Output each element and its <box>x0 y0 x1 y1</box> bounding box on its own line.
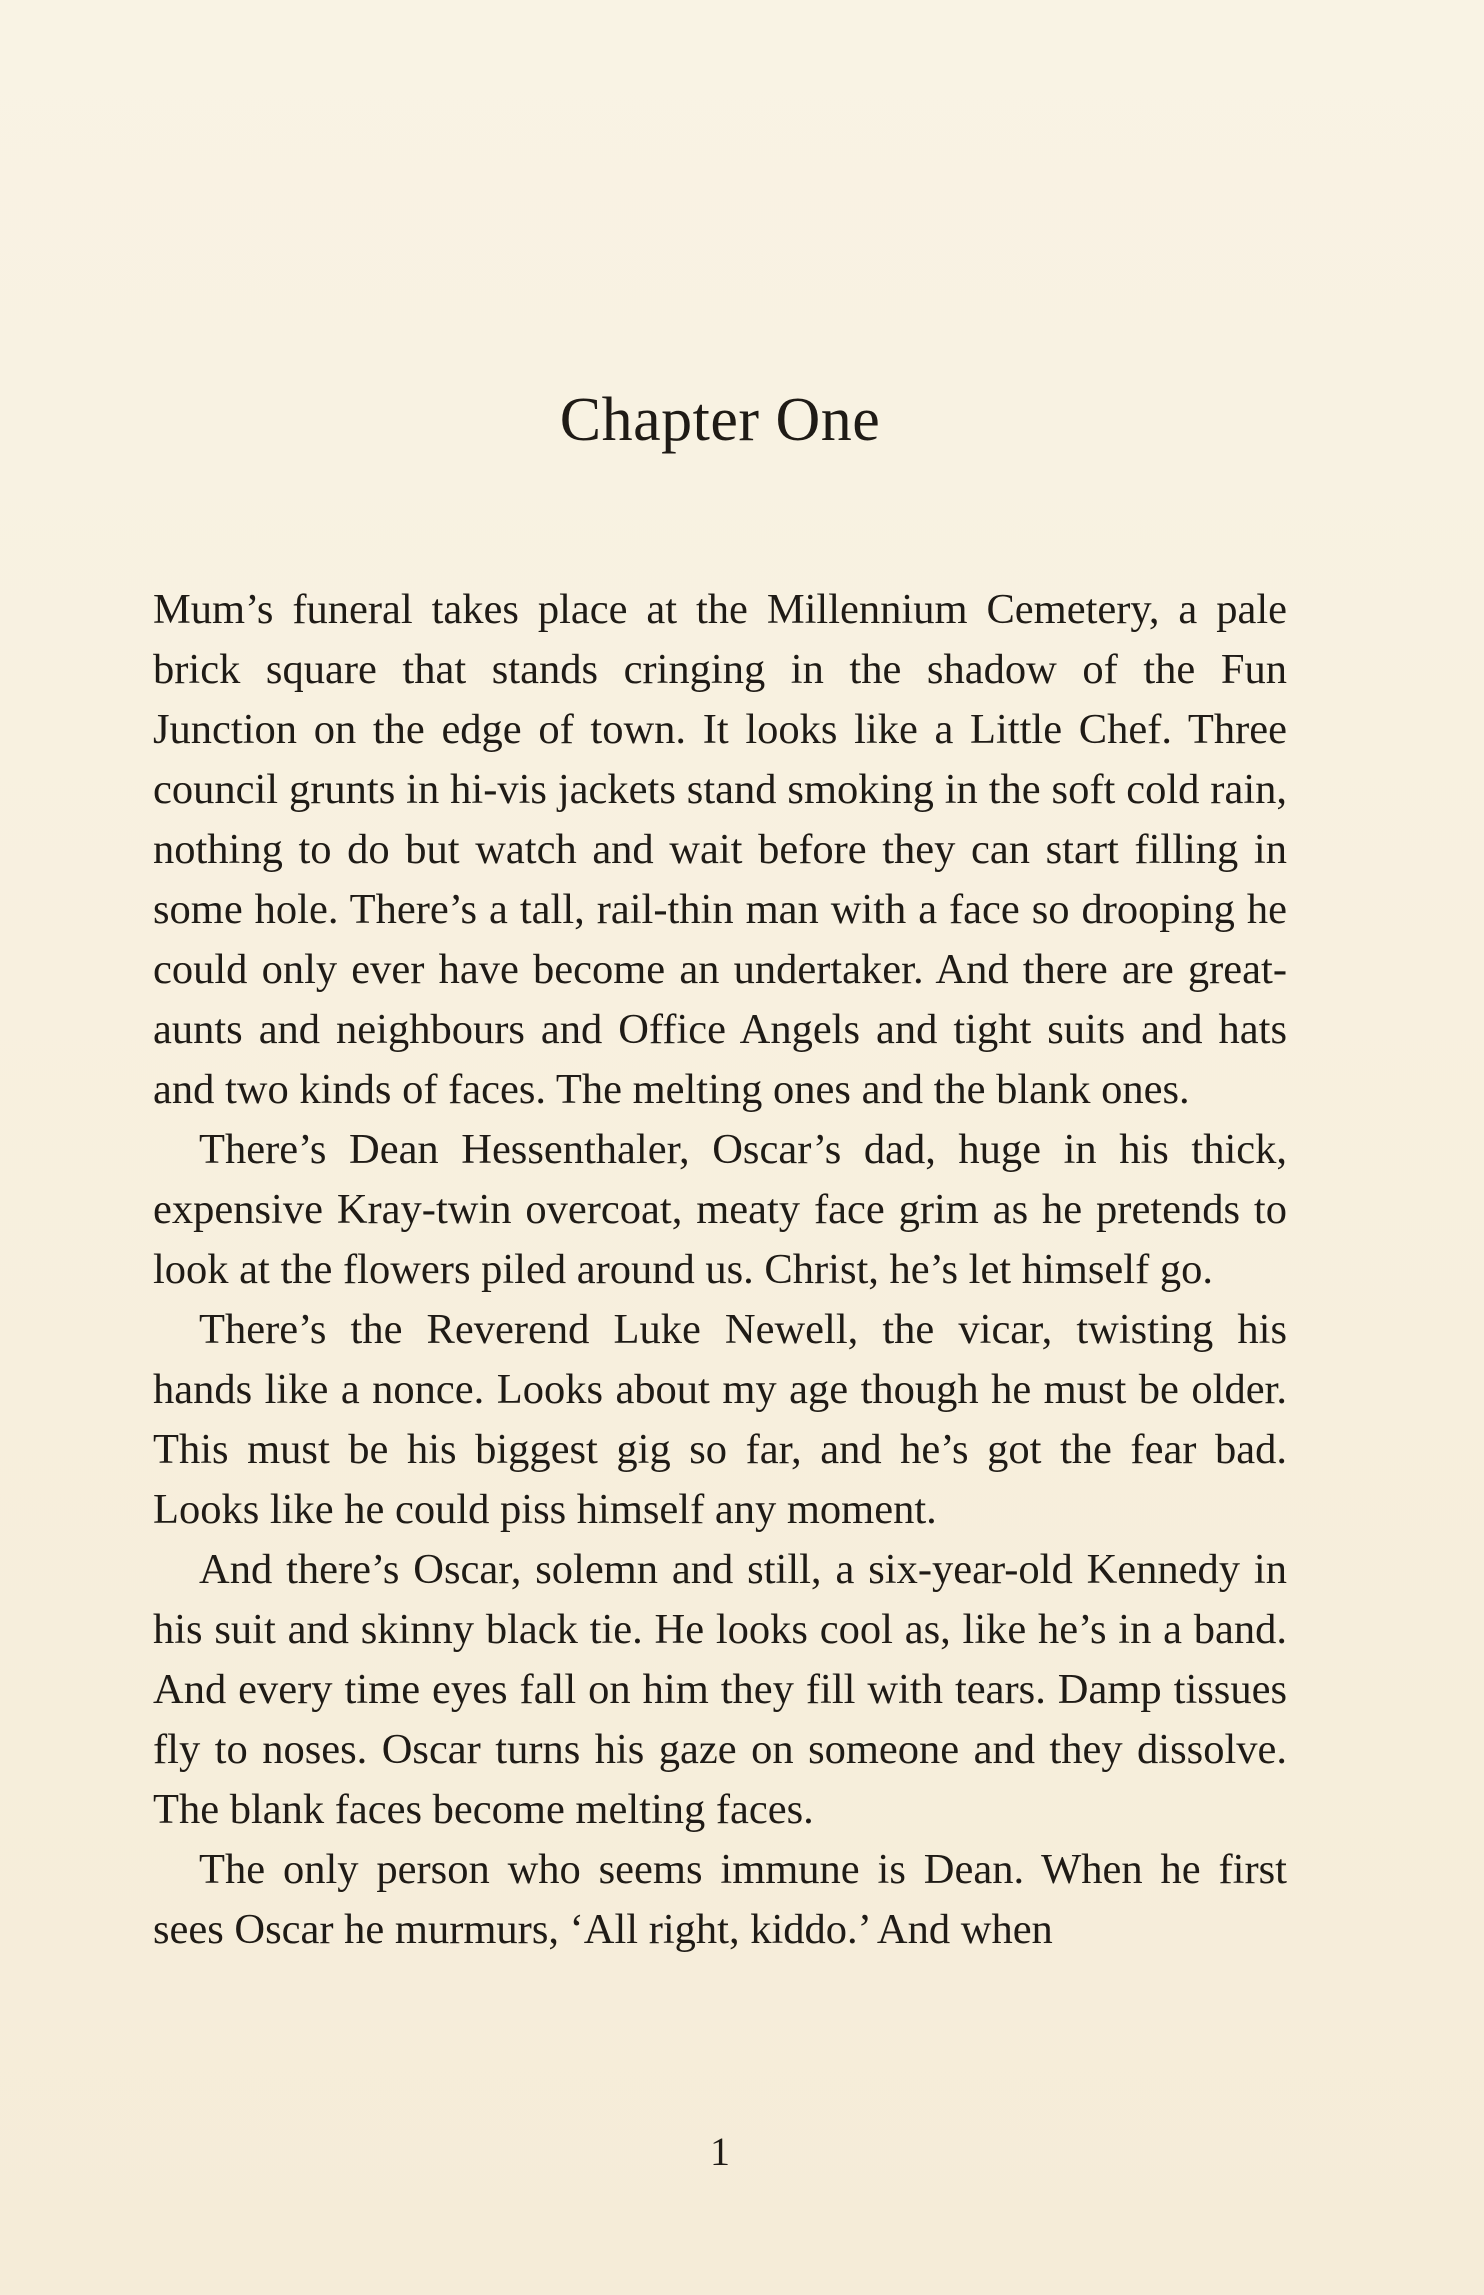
paragraph: There’s Dean Hessenthaler, Oscar’s dad, huge in his thick, expensive Kray-twin overcoat, meaty face grim as he pretends to look at the flowers piled around us. Christ, he’s let himself go. <box>153 1126 1287 1293</box>
paragraph: The only person who seems immune is Dean. When he first sees Oscar he murmurs, ‘All right, kiddo.’ And when <box>153 1846 1287 1953</box>
chapter-body <box>153 580 1287 1960</box>
paragraph: Mum’s funeral takes place at the Millennium Cemetery, a pale brick square that stands cringing in the shadow of the Fun Junction on the edge of town. It looks like a Little Chef. Three council grunts in hi-vis jackets stand smoking in the soft cold rain, nothing to do but watch and wait before they can start filling in some hole. There’s a tall, rail-thin man with a face so drooping he could only ever have become an undertaker. And there are great-aunts and neighbours and Office Angels and tight suits and hats and two kinds of faces. The melting ones and the blank ones. <box>153 586 1287 1113</box>
chapter-title: Chapter One <box>559 386 881 454</box>
page-number: 1 <box>710 2129 730 2174</box>
paragraph: There’s the Reverend Luke Newell, the vicar, twisting his hands like a nonce. Looks about my age though he must be older. This must be his biggest gig so far, and he’s got the fear bad. Looks like he could piss himself any moment. <box>153 1306 1287 1533</box>
paragraph: And there’s Oscar, solemn and still, a six-year-old Kennedy in his suit and skinny black tie. He looks cool as, like he’s in a band. And every time eyes fall on him they fill with tears. Damp tissues fly to noses. Oscar turns his gaze on someone and they dissolve. The blank faces become melting faces. <box>153 1546 1287 1833</box>
